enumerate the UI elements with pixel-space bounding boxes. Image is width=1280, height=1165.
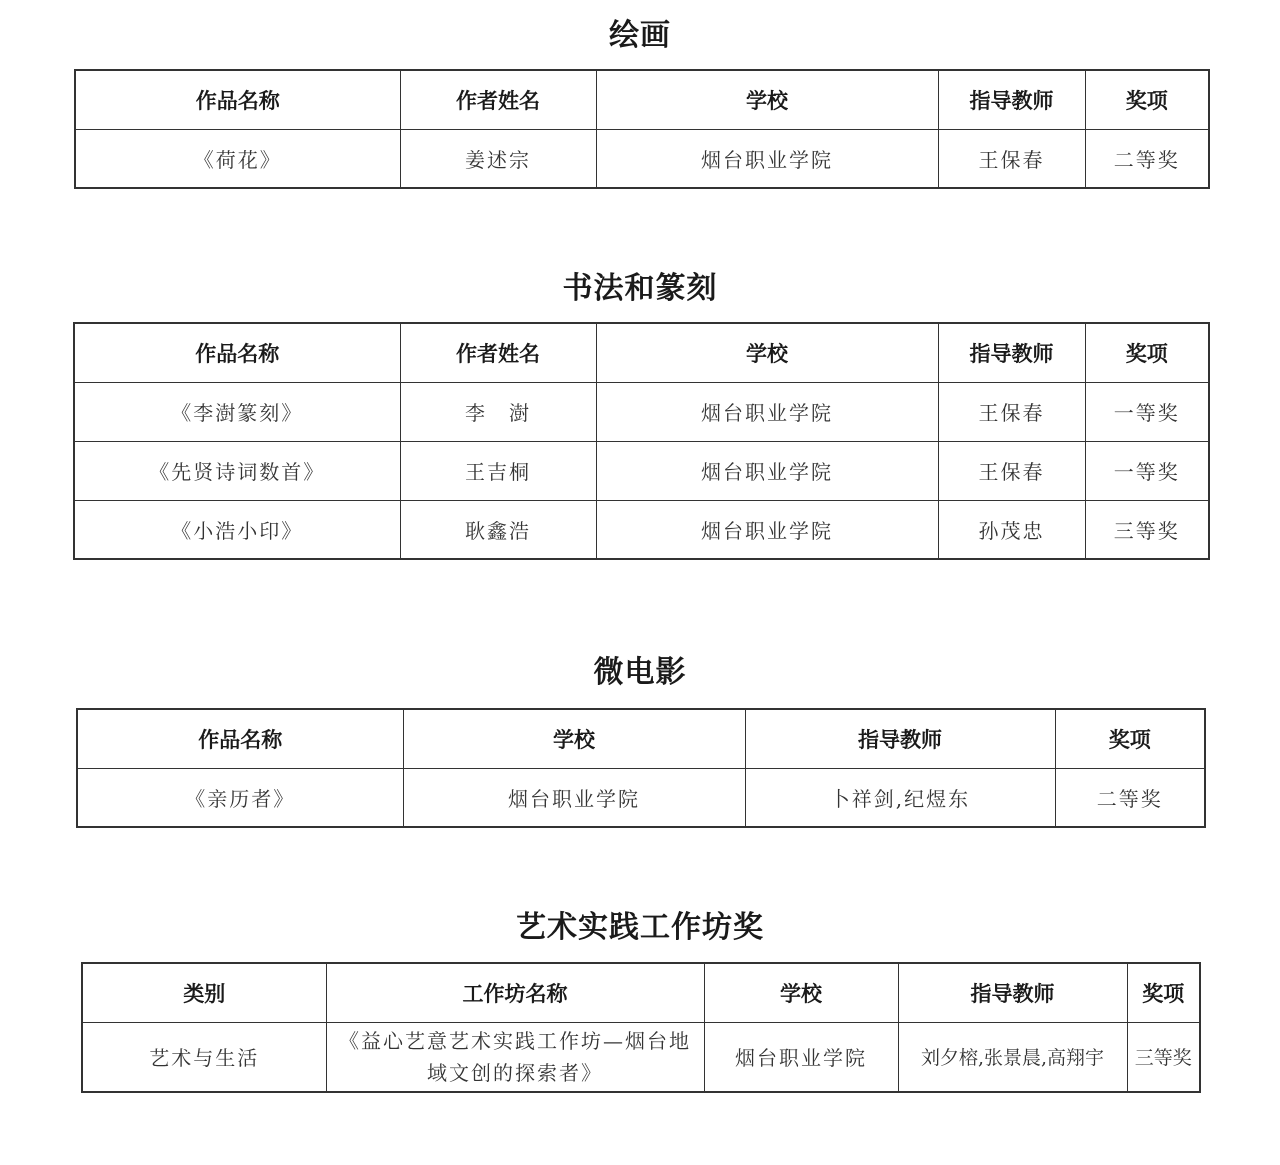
cell-award: 三等奖	[1085, 500, 1209, 559]
cell-school: 烟台职业学院	[596, 382, 938, 441]
header-school: 学校	[596, 323, 938, 382]
painting-table	[74, 69, 1210, 189]
table-row	[74, 441, 1209, 500]
cell-author: 王吉桐	[400, 441, 596, 500]
cell-school: 烟台职业学院	[403, 768, 745, 827]
cell-work-name: 《先贤诗词数首》	[74, 441, 400, 500]
table-row	[82, 1022, 1200, 1092]
header-author: 作者姓名	[400, 323, 596, 382]
cell-award: 一等奖	[1085, 382, 1209, 441]
cell-author: 姜述宗	[400, 129, 596, 188]
microfilm-table	[76, 708, 1206, 828]
section-title-calligraphy: 书法和篆刻	[562, 271, 718, 306]
header-teacher: 指导教师	[938, 70, 1085, 129]
cell-award: 一等奖	[1085, 441, 1209, 500]
cell-teacher: 孙茂忠	[938, 500, 1085, 559]
header-school: 学校	[704, 963, 898, 1022]
cell-work-name: 《荷花》	[75, 129, 400, 188]
header-school: 学校	[596, 70, 938, 129]
cell-teacher: 王保春	[938, 129, 1085, 188]
table-row	[75, 129, 1209, 188]
header-teacher: 指导教师	[898, 963, 1127, 1022]
cell-work-name: 《小浩小印》	[74, 500, 400, 559]
header-award: 奖项	[1055, 709, 1205, 768]
cell-school: 烟台职业学院	[704, 1022, 898, 1092]
cell-teacher: 王保春	[938, 382, 1085, 441]
section-title-microfilm: 微电影	[593, 655, 687, 690]
header-work-name: 作品名称	[77, 709, 403, 768]
cell-school: 烟台职业学院	[596, 500, 938, 559]
header-award: 奖项	[1127, 963, 1200, 1022]
cell-workshop-name: 《益心艺意艺术实践工作坊—烟台地域文创的探索者》	[326, 1022, 704, 1092]
cell-school: 烟台职业学院	[596, 441, 938, 500]
cell-teacher: 刘夕榕,张景晨,高翔宇	[898, 1022, 1127, 1092]
header-work-name: 作品名称	[74, 323, 400, 382]
table-header-row	[75, 70, 1209, 129]
cell-award: 二等奖	[1055, 768, 1205, 827]
table-row	[74, 382, 1209, 441]
header-award: 奖项	[1085, 323, 1209, 382]
header-work-name: 作品名称	[75, 70, 400, 129]
workshop-table	[81, 962, 1201, 1093]
header-teacher: 指导教师	[745, 709, 1055, 768]
cell-work-name: 《亲历者》	[77, 768, 403, 827]
cell-category: 艺术与生活	[82, 1022, 326, 1092]
header-award: 奖项	[1085, 70, 1209, 129]
cell-author: 李 澍	[400, 382, 596, 441]
header-school: 学校	[403, 709, 745, 768]
table-header-row	[77, 709, 1205, 768]
header-author: 作者姓名	[400, 70, 596, 129]
table-header-row	[74, 323, 1209, 382]
cell-work-name: 《李澍篆刻》	[74, 382, 400, 441]
header-category: 类别	[82, 963, 326, 1022]
cell-teacher: 卜祥剑,纪煜东	[745, 768, 1055, 827]
calligraphy-table	[73, 322, 1210, 560]
section-title-workshop: 艺术实践工作坊奖	[516, 910, 764, 945]
cell-award: 二等奖	[1085, 129, 1209, 188]
cell-author: 耿鑫浩	[400, 500, 596, 559]
cell-award: 三等奖	[1127, 1022, 1200, 1092]
header-teacher: 指导教师	[938, 323, 1085, 382]
table-header-row	[82, 963, 1200, 1022]
header-workshop-name: 工作坊名称	[326, 963, 704, 1022]
table-row	[74, 500, 1209, 559]
cell-school: 烟台职业学院	[596, 129, 938, 188]
table-row	[77, 768, 1205, 827]
cell-teacher: 王保春	[938, 441, 1085, 500]
section-title-painting: 绘画	[609, 18, 671, 53]
